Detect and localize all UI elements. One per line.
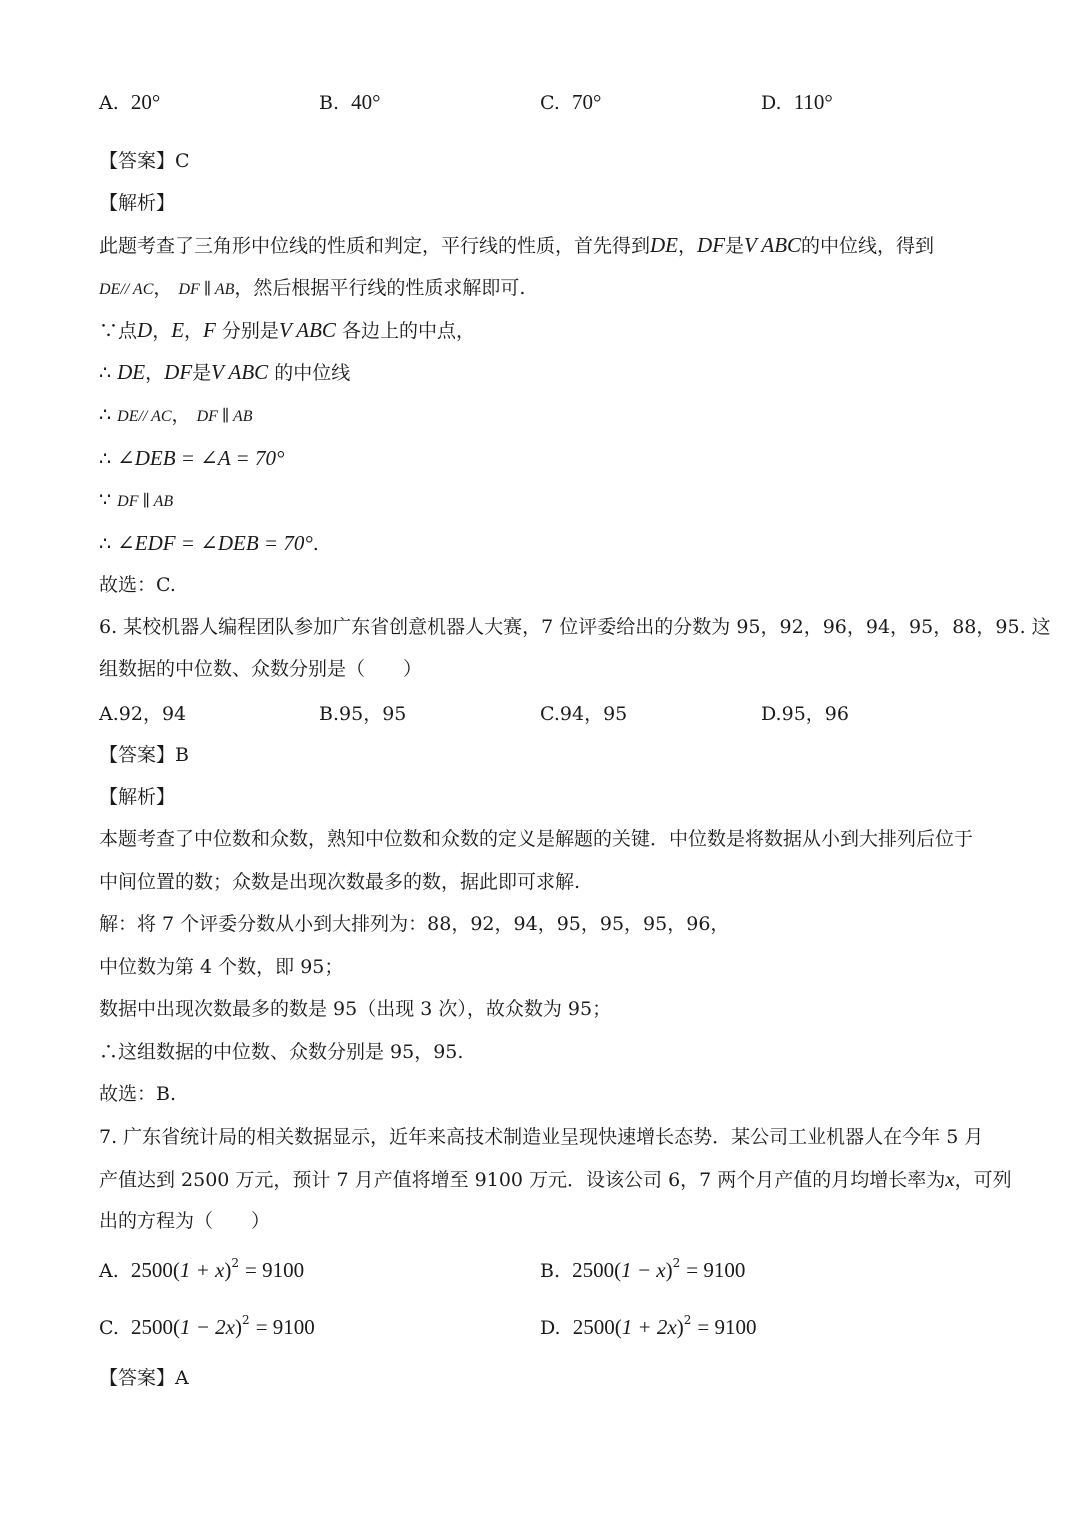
q5-analysis-tag: 【解析】 bbox=[99, 192, 176, 214]
q5-answer bbox=[99, 147, 990, 175]
answer-value: A bbox=[175, 1367, 189, 1389]
q6-stem-line-2: 组数据的中位数、众数分别是（ ） bbox=[99, 658, 423, 680]
q6-analysis-line-3: 解：将 7 个评委分数从小到大排列为：88，92，94，95，95，95，96， bbox=[99, 913, 730, 935]
q5-analysis-line-2: DE// AC， DF ∥ AB，然后根据平行线的性质求解即可. bbox=[99, 277, 526, 299]
q5-analysis-line-6: ∴ ∠DEB = ∠A = 70° bbox=[99, 446, 285, 470]
q6-analysis-line-4: 中位数为第 4 个数，即 95； bbox=[99, 956, 344, 978]
q6-analysis-tag: 【解析】 bbox=[99, 786, 176, 808]
q6-stem-line-1: 6. 某校机器人编程团队参加广东省创意机器人大赛，7 位评委给出的分数为 95，92，96，94，95，88，95. 这 bbox=[99, 616, 1051, 638]
q5-option-b: B. 40° bbox=[319, 90, 381, 114]
q5-option-c: C. 70° bbox=[540, 90, 602, 114]
q7-option-a: A. $2500(1 + x)^2 = 9100$ bbox=[99, 1256, 305, 1282]
q5-analysis-line-4: ∴ DE，DF是V ABC 的中位线 bbox=[99, 360, 351, 384]
q5-analysis-line-3: ∵点D，E，F 分别是V ABC 各边上的中点， bbox=[99, 318, 475, 342]
answer-tag: 【答案】 bbox=[99, 744, 176, 766]
q6-option-a: A.92，94 bbox=[99, 703, 187, 725]
q6-answer bbox=[99, 741, 990, 769]
answer-value: B bbox=[175, 744, 189, 766]
q7-option-d: D. $2500(1 + 2x)^2 = 9100$ bbox=[540, 1313, 757, 1339]
q6-option-b: B.95，95 bbox=[319, 703, 407, 725]
q5-conclusion: 故选：C. bbox=[99, 574, 176, 596]
q5-analysis-line-7: ∵ DF ∥ AB bbox=[99, 489, 174, 511]
q6-option-d: D.95，96 bbox=[761, 703, 849, 725]
q6-conclusion: 故选：B. bbox=[99, 1083, 177, 1105]
q5-analysis-line-8: ∴ ∠EDF = ∠DEB = 70°. bbox=[99, 531, 319, 555]
q6-analysis-line-1: 本题考查了中位数和众数，熟知中位数和众数的定义是解题的关键．中位数是将数据从小到大排列后位于 bbox=[99, 828, 974, 850]
q7-option-b: B. $2500(1 - x)^2 = 9100$ bbox=[540, 1256, 746, 1282]
q6-analysis-line-6: ∴这组数据的中位数、众数分别是 95，95. bbox=[99, 1041, 464, 1063]
q7-stem-line-1: 7. 广东省统计局的相关数据显示，近年来高技术制造业呈现快速增长态势．某公司工业机器人在今年 5 月 bbox=[99, 1126, 984, 1148]
q7-stem-line-3: 出的方程为（ ） bbox=[99, 1210, 271, 1232]
q5-option-a: A. 20° bbox=[99, 90, 161, 114]
q6-analysis-line-5: 数据中出现次数最多的数是 95（出现 3 次），故众数为 95； bbox=[99, 998, 612, 1020]
q7-option-c: C. $2500(1 - 2x)^2 = 9100$ bbox=[99, 1313, 315, 1339]
answer-tag: 【答案】 bbox=[99, 1367, 176, 1389]
q6-option-c: C.94，95 bbox=[540, 703, 628, 725]
q6-analysis-line-2: 中间位置的数；众数是出现次数最多的数，据此即可求解. bbox=[99, 871, 581, 893]
answer-value: C bbox=[175, 150, 190, 172]
answer-tag: 【答案】 bbox=[99, 150, 176, 172]
q5-option-d: D. 110° bbox=[761, 90, 833, 114]
q7-answer bbox=[99, 1364, 990, 1392]
q7-stem-line-2: 产值达到 2500 万元，预计 7 月产值将增至 9100 万元．设该公司 6，7 两个月产值的月均增长率为x，可列 bbox=[99, 1167, 1012, 1191]
q5-analysis-line-1: 此题考查了三角形中位线的性质和判定，平行线的性质，首先得到DE，DF是V ABC的中位线，得到 bbox=[99, 233, 935, 257]
q5-analysis-line-5: ∴ DE// AC， DF ∥ AB bbox=[99, 404, 253, 426]
